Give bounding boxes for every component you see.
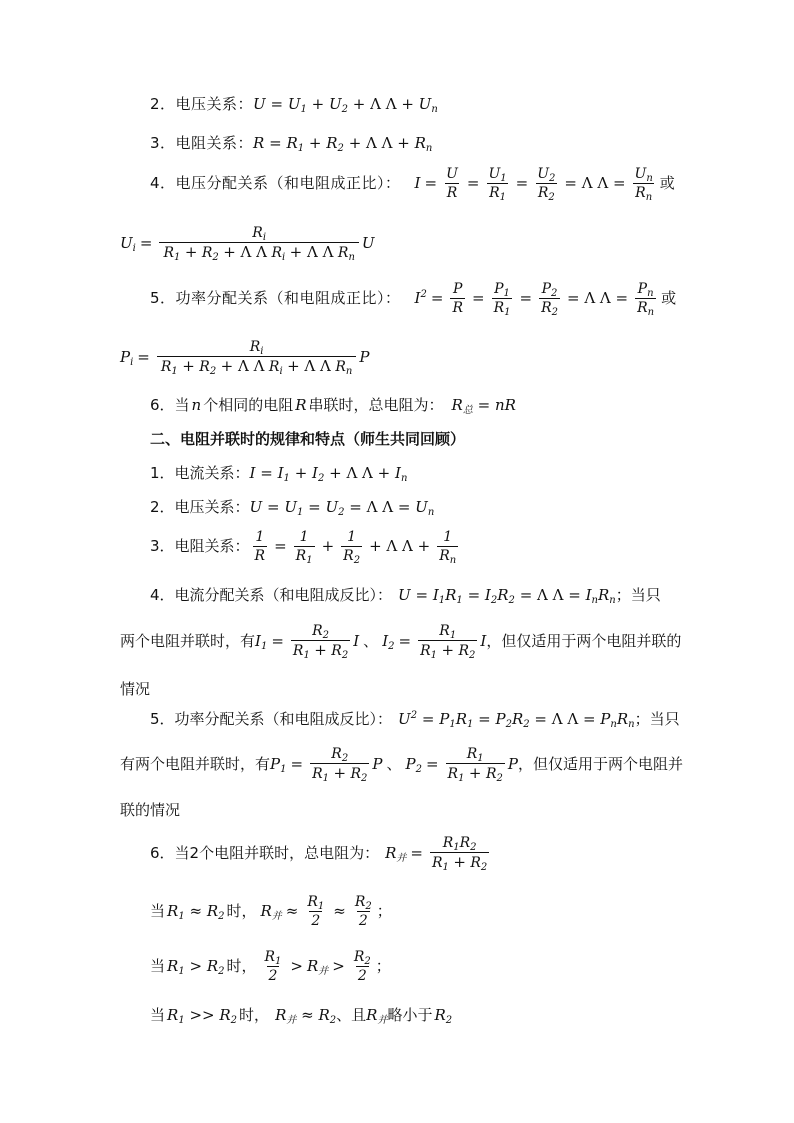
parallel-voltage-relation: 2．电压关系： $U = U_1 = U_2 = \Lambda$ $\Lambda = U_n$ (150, 498, 435, 518)
fraction: $\frac{R_1R_2}{R_1 + R_2}$ (431, 835, 488, 873)
fraction: $\frac{R_2}{2}$ (354, 894, 372, 929)
condition-greater: 当 $R_1 > R_2$ 时， $\frac{R_1}{2}$ > $R_并$ > $\frac{R_2}{2}$ ； (150, 949, 391, 984)
condition-approx-equal: 当 $R_1 \approx R_2$ 时， $R_并$ ≈ $\frac{R_1}{2}$ ≈ $\frac{R_2}{2}$ ； (150, 894, 392, 929)
parallel-current-two-resistors: 两个电阻并联时，有 $I_1$ = $\frac{R_2}{R_1 + R_2}$ I 、 $I_2$ = $\frac{R_1}{R_1 + R_2}$ I ，但仅适用于两个电阻并联的 (120, 623, 682, 661)
line-label: 5．功率分配关系（和电阻成正比）： (150, 289, 401, 307)
fraction: $\frac{U}{R}$ (446, 166, 458, 201)
separator: 、 (363, 631, 379, 650)
fraction: $\frac{1}{R}$ (254, 529, 266, 564)
condition-much-greater: 当 $R_1 >> R_2$ 时， $R_并 \approx R_2$ 、且 $R_并$ 略小于 $R_2$ (150, 1006, 453, 1026)
fraction: $\frac{R_1}{2}$ (307, 894, 325, 929)
series-voltage-distribution: 4．电压分配关系（和电阻成正比）： I = $\frac{U}{R}$ = $\frac{U_1}{R_1}$ = $\frac{U_2}{R_2}$ = Λ Λ = $\frac{U_n}{R_n}$ 或 (150, 166, 675, 203)
formula: $U = U_1 + U_2 + \Lambda$ $\Lambda + U_n$ (253, 95, 438, 115)
series-voltage-formula-ui: $U_i$ = $\frac{R_i}{R_1 + R_2 + \Lambda \Lambda R_i + \Lambda \Lambda R_n}$ U (120, 225, 375, 263)
section-heading-parallel (150, 432, 465, 447)
fraction: $\frac{R_2}{2}$ (353, 949, 371, 984)
fraction: $\frac{R_i}{R_1 + R_2 + \Lambda \Lambda R_i + \Lambda \Lambda R_n}$ (159, 226, 358, 260)
line-label: 6．当 (150, 396, 190, 414)
or-word: 或 (661, 289, 677, 307)
parallel-two-total: 6．当2个电阻并联时，总电阻为： $R_并$ = $\frac{R_1R_2}{R_1 + R_2}$ (150, 835, 488, 873)
line-text: 当 (150, 1006, 166, 1024)
line-text: 时， (239, 1006, 270, 1024)
line-text: 、且 (336, 1006, 367, 1024)
series-voltage-relation (150, 95, 438, 115)
line-text: 两个电阻并联时，有 (120, 631, 256, 650)
line-text: 当 (150, 902, 166, 920)
line-text: 个相同的电阻 (203, 396, 294, 414)
fraction: $\frac{1}{R_n}$ (439, 529, 457, 566)
fraction: $\frac{R_2}{R_1 + R_2}$ (312, 746, 368, 784)
or-word: 或 (659, 174, 675, 192)
fraction: $\frac{R_2}{R_1 + R_2}$ (292, 623, 349, 661)
line-label: 2．电压关系： (150, 498, 250, 516)
fraction: $\frac{R_1}{R_1 + R_2}$ (447, 746, 503, 784)
series-power-distribution: 5．功率分配关系（和电阻成正比）： $I^2$ = $\frac{P}{R}$ = $\frac{P_1}{R_1}$ = $\frac{P_2}{R_2}$ = Λ Λ = $\frac{P_n}{R_n}$ 或 (150, 281, 677, 318)
parallel-current-relation: 1．电流关系： $I = I_1 + I_2 + \Lambda$ $\Lambda + I_n$ (150, 464, 408, 484)
fraction: $\frac{P}{R}$ (452, 281, 463, 316)
parallel-power-distribution: 5．功率分配关系（和电阻成反比）： $U^2 = P_1R_1 = P_2R_2 = \Lambda$ $\Lambda = P_nR_n$ ；当只 (150, 710, 680, 730)
line-label: 6．当2个电阻并联时，总电阻为： (150, 843, 380, 862)
parallel-resistance-relation: 3．电阻关系： $\frac{1}{R}$ = $\frac{1}{R_1}$ + $\frac{1}{R_2}$ + Λ Λ + $\frac{1}{R_n}$ (150, 529, 457, 566)
line-text: ，但仅适用于两个电阻并 (517, 754, 683, 773)
fraction: $\frac{R_1}{R_1 + R_2}$ (420, 623, 476, 661)
fraction: $\frac{P_1}{R_1}$ (493, 281, 511, 318)
line-label: 3．电阻关系： (150, 134, 254, 152)
line-text: ，但仅适用于两个电阻并联的 (486, 631, 682, 650)
fraction: $\frac{U_1}{R_1}$ (488, 166, 507, 203)
line-text: 有两个电阻并联时，有 (120, 754, 271, 773)
line-label: 4．电流分配关系（和电阻成反比）： (150, 586, 393, 604)
line-label: 4．电压分配关系（和电阻成正比）： (150, 174, 401, 192)
series-power-formula-pi: $P_i$ = $\frac{R_i}{R_1 + R_2 + \Lambda \Lambda R_i + \Lambda \Lambda R_n}$ P (120, 339, 370, 377)
separator: 、 (386, 754, 402, 773)
series-n-identical: 6．当 n 个相同的电阻 R 串联时，总电阻为： $R_总$ = nR (150, 396, 516, 416)
line-label: 1．电流关系： (150, 464, 250, 482)
line-text: 联的情况 (120, 801, 181, 819)
fraction: $\frac{R_1}{2}$ (264, 949, 282, 984)
line-label: 2．电压关系： (150, 95, 254, 113)
line-text: 略小于 (387, 1006, 433, 1024)
line-text: 当 (150, 957, 166, 975)
fraction: $\frac{P_n}{R_n}$ (637, 281, 655, 318)
line-text: ；当只 (634, 710, 680, 728)
fraction: $\frac{R_i}{R_1 + R_2 + \Lambda \Lambda R_i + \Lambda \Lambda R_n}$ (157, 340, 356, 374)
line-text: 串联时，总电阻为： (308, 396, 444, 414)
series-resistance-relation (150, 134, 433, 154)
fraction: $\frac{U_2}{R_2}$ (537, 166, 556, 203)
heading-text: 二、电阻并联时的规律和特点（师生共同回顾） (150, 430, 466, 448)
formula: I (414, 174, 421, 192)
parallel-power-note (120, 803, 180, 818)
parallel-current-note (120, 682, 150, 697)
formula: $R = R_1 + R_2 + \Lambda$ $\Lambda + R_n$ (253, 134, 433, 154)
line-label: 3．电阻关系： (150, 537, 250, 555)
line-text: 时， (226, 902, 257, 920)
fraction: $\frac{1}{R_1}$ (295, 529, 313, 566)
fraction: $\frac{U_n}{R_n}$ (634, 166, 653, 203)
line-text: 时， (226, 957, 257, 975)
parallel-current-distribution: 4．电流分配关系（和电阻成反比）： $U = I_1R_1 = I_2R_2 = \Lambda$ $\Lambda = I_nR_n$ ；当只 (150, 586, 661, 606)
line-label: 5．功率分配关系（和电阻成反比）： (150, 710, 393, 728)
line-text: ；当只 (615, 586, 661, 604)
line-text: 情况 (120, 680, 151, 698)
fraction: $\frac{P_2}{R_2}$ (541, 281, 558, 318)
fraction: $\frac{1}{R_2}$ (343, 529, 361, 566)
parallel-power-two-resistors: 有两个电阻并联时，有 $P_1$ = $\frac{R_2}{R_1 + R_2}$ P 、 $P_2$ = $\frac{R_1}{R_1 + R_2}$ P ，但仅适用于两个电阻并 (120, 746, 683, 784)
